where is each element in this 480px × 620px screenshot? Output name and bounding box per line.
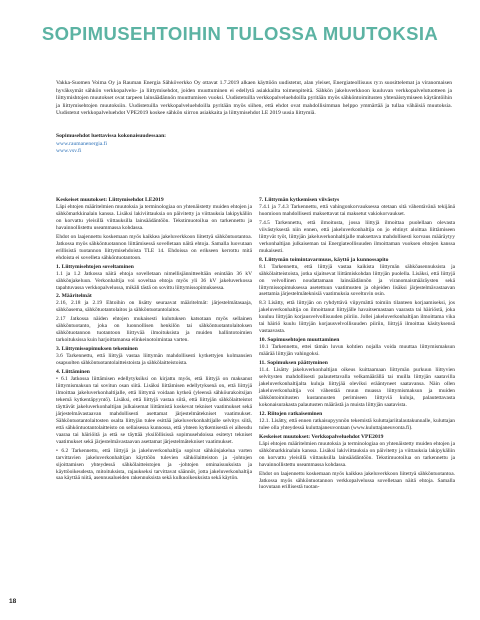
section-paragraph: 12.1. Lisätty, että ennen ratkaisupyynnön tekemistä kuluttajariitalautakunnalle, kuluttajan tulee olla yhteydessä kuluttajaneuvontaan (www.kuluttajaneuvonta.fi). <box>259 417 455 431</box>
section-heading: 4. Liittäminen <box>56 369 90 376</box>
terms-links-header: Sopimusehdot luettavissa kokonaisuudessaan: <box>56 133 167 139</box>
section-paragraph: • 6.2 Tarkennettu, että liittyjä ja jakeluverkonhaltija sopivat sähkönjakelua varten tarvittavien jakeluverkonhaltijan käyttöön tulevien sähkölaitteiston ja -johtojen sijoittamisen yhteydessä sähkölaitteistojen ja -johtojen ominaisuuksista ja käyttöoikeudesta, mitoituksista, rajaukseksi tarvittavat säännöt, jotta jakeluverkonhaltija saa käyttää niitä, asennusalueiden rakennuksista sekä kulkuoikeuksista sekä käytön. <box>56 447 252 482</box>
section-paragraph: • 6.1 Jatkossa liittämisen edellytyksiksi on kirjattu myös, että liittyjä on maksanut liittymismaksun tai sovitun osan siitä. Lisäksi liittämisen edellytyksenä on, että liittyjä ilmoittaa jakeluverkonhaltijalle, että liittymä voidaan kytkeä (yleensä sähköurakoitsijan tekemä kytkentäpyyntö). Lisäksi, että liittyjä vastaa siitä, että liittyjän sähkölaitteistot täyttävät jakeluverkonhaltijan julkaisemat liittämistä koskevat tekniset vaatimukset sekä järjestelmävastaavan mahdollisesti asettamat järjestelmätekniset vaatimukset. Sähköntuotantolaitosten osalta liittyjän tulee esittää jakeluverkonhaltijalle selvitys siitä, että sähköntuotantolaitteisto on sellaisessa kunnossa, että yhteen kytkemisestä ei aiheudu vaaraa tai häiriöitä ja että se täyttää yksilöllisissä sopimusehdoissa esitetyt tekniset vaatimukset sekä järjestelmävastaavan asettamat järjestelmätekniset vaatimukset. <box>56 376 252 445</box>
section-heading: 11. Sopimuksen päättyminen <box>259 360 328 367</box>
section-paragraph: Läpi ehtojen määritelmien muutoksia ja terminologiaa on yhtenäistetty muiden ehtojen ja sähkömarkkinalain kanssa. Lisäksi lakiviittauksia on päivitetty ja viittauksia lakipykäliin on korvattu yleisillä viittauksilla lainsäädäntöön. Tekstimuotoilua on tarkennettu ja havainnollistettu useammassa kohdassa. <box>259 440 455 468</box>
terms-links-block <box>56 133 256 156</box>
section-heading: 10. Sopimusehtojen muuttaminen <box>259 337 340 344</box>
right-column <box>259 196 455 493</box>
section-paragraph: 2.16, 2.18 ja 2.19 Ehtoihin on lisätty seuraavat määritelmät: järjestelmätasaaja, sähköasema, sähkötuotantolaitos ja sähköntuotantolaitos. <box>56 300 252 314</box>
page-number: 18 <box>9 598 17 605</box>
left-column <box>56 196 252 484</box>
section-heading: 3. Liittymissopimuksen tekeminen <box>56 346 138 353</box>
section-heading: 8. Liittymän toimintavarmuus, käyttö ja kunnossapito <box>259 256 389 263</box>
section-paragraph: 3.6 Tarkennettu, että liittyjä vastaa liittymän mahdollisesti kytkettyjen kolmansien osapuolten sähköntuotantolaitteistoista ja sähkölaitteistoista. <box>56 353 252 367</box>
section-heading: Keskeiset muutokset: Liittymisehdot LE2019 <box>56 197 164 203</box>
section-paragraph: 8.1 Tarkennettu, että liittyjä vastaa kaikista liittymän sähköasennuksista ja sähkölaitteistoista, jotka sijaitsevat liittämiskohdan liittyjän puolella. Lisäksi, että liittyjä on velvollinen noudattamaan lainsäädännön ja viranomaismääräysten sekä liittymissopimuksessa asetettuun vaatimusten ja ohjeiden lisäksi järjestelmävastaavan asettamia järjestelmäteknisiä vaatimuksia soveltuvin osin. <box>259 263 455 298</box>
section-paragraph: 2.17 Jatkossa näiden ehtojen mukaisesti kulutuksen katsotaan myös sellainen sähköntuotanto, joka on luonnollisen henkilön tai sähköntuotantolaitoksen sähkötuotannon tuotantoon liittyvää ilmoituksista ja muiden hallintotoimien tarkoituksissa kuin harjoittamansa elinkeinotoimintaa varten. <box>56 316 252 344</box>
section-paragraph: 10.1 Tarkennettu, ettei tämän luvun kohtien nojalla voida muuttaa liittymismaksun määrää liittyjän vahingoksi. <box>259 344 455 358</box>
section-heading: 2. Määritelmät <box>56 293 92 300</box>
link-raumanenergia[interactable]: www.raumanenergia.fi <box>56 140 108 147</box>
section-paragraph: Ehdot on laajennettu koskemaan myös kaikkea jakeluverkkoon liitettyä sähköntuotantoa. Jatkossa myös sähköntuotannon verkkopalvelussa sovelletaan näitä ehtoja. Samalla luovutaan erillisestä tuotan- <box>259 470 455 491</box>
section-paragraph: 8.3 Lisätty, että liittyjän on ryhdyttävä viipymättä toimiin tilanteen korjaamiseksi, jos jakeluverkonhaltija on ilmoittanut liittyjälle havaitsemastaan vaarasta tai häiriöstä, joka kuuluu liittyjän korjausvelvollisuuden piiriin. Jollei jakeluverkonhaltijan ilmoittama vika tai häiriö kuulu liittyjän korjausvelvollisuuden piiriin, liittyjä ilmoittaa käsityksensä vastaavasta. <box>259 300 455 335</box>
page-title: SOPIMUSEHTOIHIN TULOSSA MUUTOKSIA <box>41 23 439 44</box>
section-heading: Keskeiset muutokset: Verkkopalveluehdot VPE2019 <box>259 433 384 440</box>
section-heading: 7. Liittymän kytkemisen viivästys <box>259 197 340 203</box>
section-paragraph: 7.4.1 ja 7.4.3 Tarkennettu, että vahingonkorvauksessa otetaan sitä vähentävänä tekijänä huomioon mahdollisesti maksettavat tai maksetut vakiokorvaukset. <box>259 204 455 217</box>
intro-paragraph: Vakka-Suomen Voima Oy ja Rauman Energia Sähköverkko Oy ottavat 1.7.2019 alkaen käyttöön uudistetut, alan yleiset, Energiateollisuus ry:n suosittelemat ja viranomaisen hyväksymät sähkön verkkopalvelu- ja liittymisehdot, joiden muuttuminen ei edellytä asiakkailta toimenpiteitä. Sähkön jakeluverkkoon kuuluvan verkkopalvelutuotteen ja liittymishtojen muutokset ovat tarpeen lainsäädännön muuttumisen vuoksi. Uudistetuilla verkkopalveluehdoilla pyritään myös sähköntoimitusten yhtenäistymiseen käytäntöihin ja liittymisehtojen muutoksiin. Uudistetuilla verkkopalveluehdoilla pyritään myös siihen, että ehdot ovat mahdollisimman helppo ymmärtää ja tullaa vähäisiä muutoksia. Uudistetut verkkopalveluehdot VPE2019 koskee sähkön siirron asiakkaita ja liittymisehdot LE 2019 uusia liittymiä. <box>56 80 452 117</box>
section-paragraph: 11.4. Lisätty jakeluverkonhaltijan oikeus kuittaamaan liittymän purkuun liittyvien selvitysten mahdollisesti palautettavalla velkamäärällä tai muilla liittyjän saatavilla jakeluverkonhaltijalta kuluja liittyjää oleviksi erääntyneet saatavansa. Näin ollen jakeluverkonhaltija voi vähentää muun muassa liittymismaksun ja muiden sähköntoimitusten kustannusten perimiseen liittyviä kuluja, palautettavasta kokonaisurakasta palautusten määrästä ja muista liittyjän saatavista. <box>259 367 455 408</box>
section-heading: 1. Liittymisehtojen soveltaminen <box>56 263 134 270</box>
link-vsv[interactable]: www.vsv.fi <box>56 148 82 155</box>
section-heading: 12. Riitojen ratkaiseminen <box>259 410 323 417</box>
section-paragraph: 7.4.5 Tarkennettu, että ilmoitusta, jossa liittyjä ilmoittaa puolellaan olevasta viivästyksestä niin ennen, että jakeluverkonhaltija on jo ehtinyt aloittaa liittämiseen liittyvät työt, liittyjän jakeluverkonhaltijalle maksettava mahdollisesti korvaus määräytyy verkonhaltijan julkaiseman tai Energiateollisuuden ilmoittaman vuoksen ehtojen kanssa mukaisesti. <box>259 219 455 254</box>
section-paragraph: Läpi ehtojen määritelmien muutoksia ja terminologiaa on yhtenäistetty muiden ehtojen ja sähkömarkkinalain kanssa. Lisäksi lakiviittauksia on päivitetty ja viittauksia lakipykäliin on korvattu yleisillä viittauksilla lainsäädäntöön. Tekstimuotoilua on tarkennettu ja havainnollistettu useammassa kohdassa. <box>56 204 252 231</box>
section-paragraph: Ehdot on laajennettu koskemaan myös kaikkea jakeluverkkoon liitettyä sähköntuotantoa. Jatkossa myös sähköntuotannon liittämisessä sovelletaan näitä ehtoja. Samalla luovutaan erillisistä tuotannon liittymisehdoista TLE 14. Ehdoissa on erikseen kerrottu mitä ehdoista ei sovelleta sähköntuotantoon. <box>56 233 252 261</box>
section-paragraph: 1.1 ja 1.2 Jatkossa näitä ehtoja sovelletaan nimellisjännitteeltään enintään 36 kV sähkönjakeluun. Verkonhaltija voi soveltaa ehtoja myös yli 36 kV jakeluverkossa tapahtuvassa verkkopalvelussa, mikäli tästä on sovittu liittymissopimuksessa. <box>56 270 252 291</box>
